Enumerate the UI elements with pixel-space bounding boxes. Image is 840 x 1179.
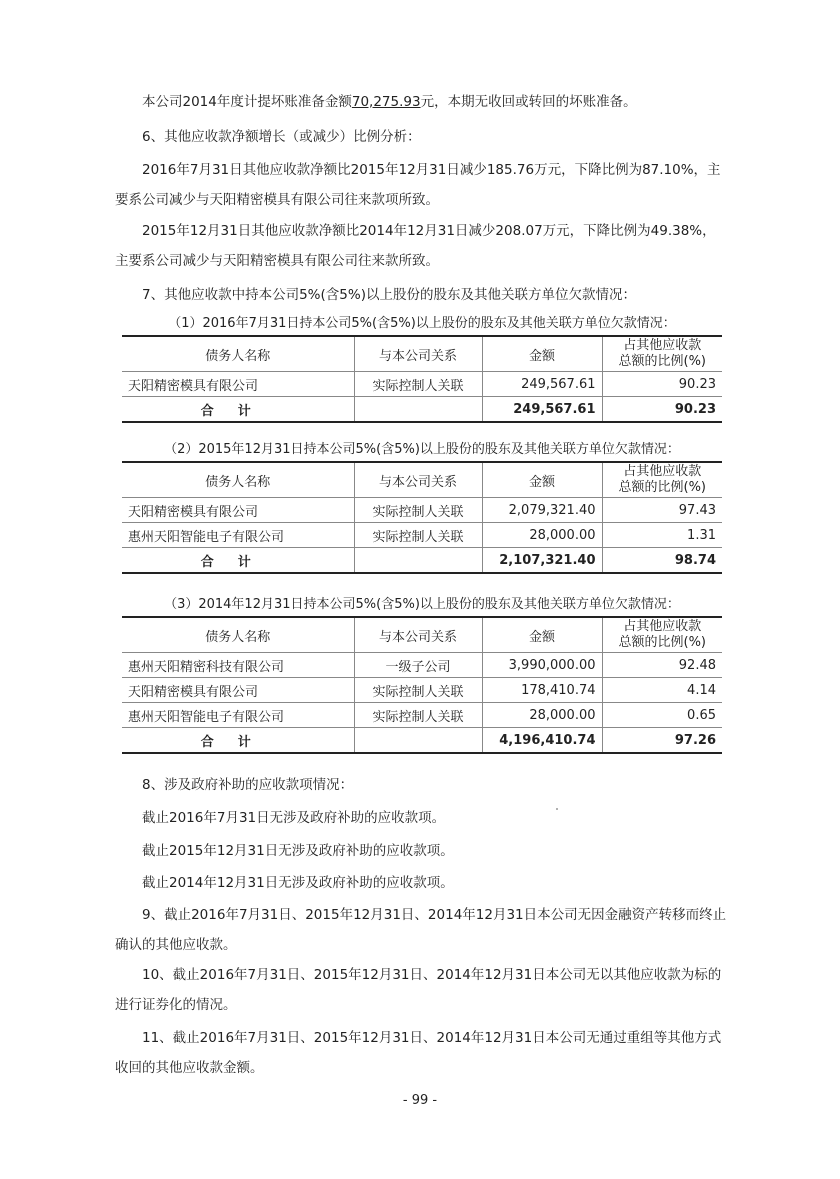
total-row xyxy=(122,548,722,574)
total-amount: 249,567.61 xyxy=(482,397,602,423)
section-9-paragraph: 9、截止2016年7月31日、2015年12月31日、2014年12月31日本公司无因金融资产转移而终止确认的其他应收款。 xyxy=(115,907,727,953)
table-row xyxy=(122,678,722,703)
ratio: 1.31 xyxy=(602,523,722,548)
table-header-row xyxy=(122,617,722,653)
paragraph-bad-debt xyxy=(115,87,727,117)
total-label: 合计 xyxy=(122,548,354,574)
debtor-name: 惠州天阳智能电子有限公司 xyxy=(122,703,354,728)
table-2-caption: （2）2015年12月31日持本公司5%(含5%)以上股份的股东及其他关联方单位欠款情况： xyxy=(164,442,680,457)
header-relation: 与本公司关系 xyxy=(354,462,482,498)
paragraph-2015-change: 2015年12月31日其他应收款净额比2014年12月31日减少208.07万元，下降比例为49.38%，主要系公司减少与天阳精密模具有限公司往来款所致。 xyxy=(115,223,716,269)
table-2014 xyxy=(122,616,722,754)
amount: 249,567.61 xyxy=(482,372,602,397)
header-amount: 金额 xyxy=(482,617,602,653)
table-header-row xyxy=(122,462,722,498)
total-ratio: 97.26 xyxy=(602,728,722,754)
relation: 实际控制人关联 xyxy=(354,523,482,548)
table-2016 xyxy=(122,335,722,423)
ratio: 0.65 xyxy=(602,703,722,728)
header-relation: 与本公司关系 xyxy=(354,336,482,372)
header-ratio: 占其他应收款 总额的比例(%) xyxy=(602,336,722,372)
header-relation: 与本公司关系 xyxy=(354,617,482,653)
paragraph-2016-change: 2016年7月31日其他应收款净额比2015年12月31日减少185.76万元，下降比例为87.10%，主要系公司减少与天阳精密模具有限公司往来款项所致。 xyxy=(115,162,721,208)
ratio: 90.23 xyxy=(602,372,722,397)
relation: 实际控制人关联 xyxy=(354,703,482,728)
total-amount: 4,196,410.74 xyxy=(482,728,602,754)
paragraph-subsidy-2016: 截止2016年7月31日无涉及政府补助的应收款项。 xyxy=(142,810,446,826)
total-relation-empty xyxy=(354,548,482,574)
bad-debt-amount: 70,275.93 xyxy=(351,94,421,110)
relation: 一级子公司 xyxy=(354,653,482,678)
amount: 3,990,000.00 xyxy=(482,653,602,678)
section-10-paragraph: 10、截止2016年7月31日、2015年12月31日、2014年12月31日本公司无以其他应收款为标的进行证券化的情况。 xyxy=(115,967,722,1013)
total-row xyxy=(122,728,722,754)
debtor-name: 天阳精密模具有限公司 xyxy=(122,372,354,397)
section-7-heading: 7、其他应收款中持本公司5%(含5%)以上股份的股东及其他关联方单位欠款情况： xyxy=(142,287,636,303)
total-label: 合计 xyxy=(122,397,354,423)
ratio: 97.43 xyxy=(602,498,722,523)
table-1-caption: （1）2016年7月31日持本公司5%(含5%)以上股份的股东及其他关联方单位欠款情况： xyxy=(168,316,676,331)
relation: 实际控制人关联 xyxy=(354,678,482,703)
header-ratio: 占其他应收款 总额的比例(%) xyxy=(602,462,722,498)
header-debtor: 债务人名称 xyxy=(122,336,354,372)
relation: 实际控制人关联 xyxy=(354,498,482,523)
amount: 28,000.00 xyxy=(482,523,602,548)
paragraph-subsidy-2014: 截止2014年12月31日无涉及政府补助的应收款项。 xyxy=(142,875,454,891)
total-label: 合计 xyxy=(122,728,354,754)
table-row xyxy=(122,653,722,678)
table-row xyxy=(122,498,722,523)
bad-debt-text-pre: 本公司2014年度计提坏账准备金额 xyxy=(142,94,352,110)
debtor-name: 天阳精密模具有限公司 xyxy=(122,678,354,703)
total-ratio: 98.74 xyxy=(602,548,722,574)
section-11-paragraph: 11、截止2016年7月31日、2015年12月31日、2014年12月31日本公司无通过重组等其他方式收回的其他应收款金额。 xyxy=(115,1030,722,1076)
ratio: 4.14 xyxy=(602,678,722,703)
amount: 28,000.00 xyxy=(482,703,602,728)
table-3-caption: （3）2014年12月31日持本公司5%(含5%)以上股份的股东及其他关联方单位欠款情况： xyxy=(164,597,680,612)
total-amount: 2,107,321.40 xyxy=(482,548,602,574)
header-debtor: 债务人名称 xyxy=(122,617,354,653)
page-number: - 99 - xyxy=(402,1093,438,1108)
header-debtor: 债务人名称 xyxy=(122,462,354,498)
bad-debt-text-post: 元，本期无收回或转回的坏账准备。 xyxy=(420,94,637,110)
table-row xyxy=(122,523,722,548)
header-amount: 金额 xyxy=(482,336,602,372)
section-8-heading: 8、涉及政府补助的应收款项情况： xyxy=(142,777,354,793)
total-row xyxy=(122,397,722,423)
header-ratio: 占其他应收款 总额的比例(%) xyxy=(602,617,722,653)
section-6-heading: 6、其他应收款净额增长（或减少）比例分析： xyxy=(142,129,421,145)
amount: 2,079,321.40 xyxy=(482,498,602,523)
table-row xyxy=(122,703,722,728)
header-amount: 金额 xyxy=(482,462,602,498)
table-2015 xyxy=(122,461,722,574)
total-ratio: 90.23 xyxy=(602,397,722,423)
debtor-name: 天阳精密模具有限公司 xyxy=(122,498,354,523)
total-relation-empty xyxy=(354,397,482,423)
table-row xyxy=(122,372,722,397)
scan-speck xyxy=(556,808,558,810)
paragraph-subsidy-2015: 截止2015年12月31日无涉及政府补助的应收款项。 xyxy=(142,843,454,859)
ratio: 92.48 xyxy=(602,653,722,678)
debtor-name: 惠州天阳智能电子有限公司 xyxy=(122,523,354,548)
relation: 实际控制人关联 xyxy=(354,372,482,397)
amount: 178,410.74 xyxy=(482,678,602,703)
debtor-name: 惠州天阳精密科技有限公司 xyxy=(122,653,354,678)
table-header-row xyxy=(122,336,722,372)
total-relation-empty xyxy=(354,728,482,754)
